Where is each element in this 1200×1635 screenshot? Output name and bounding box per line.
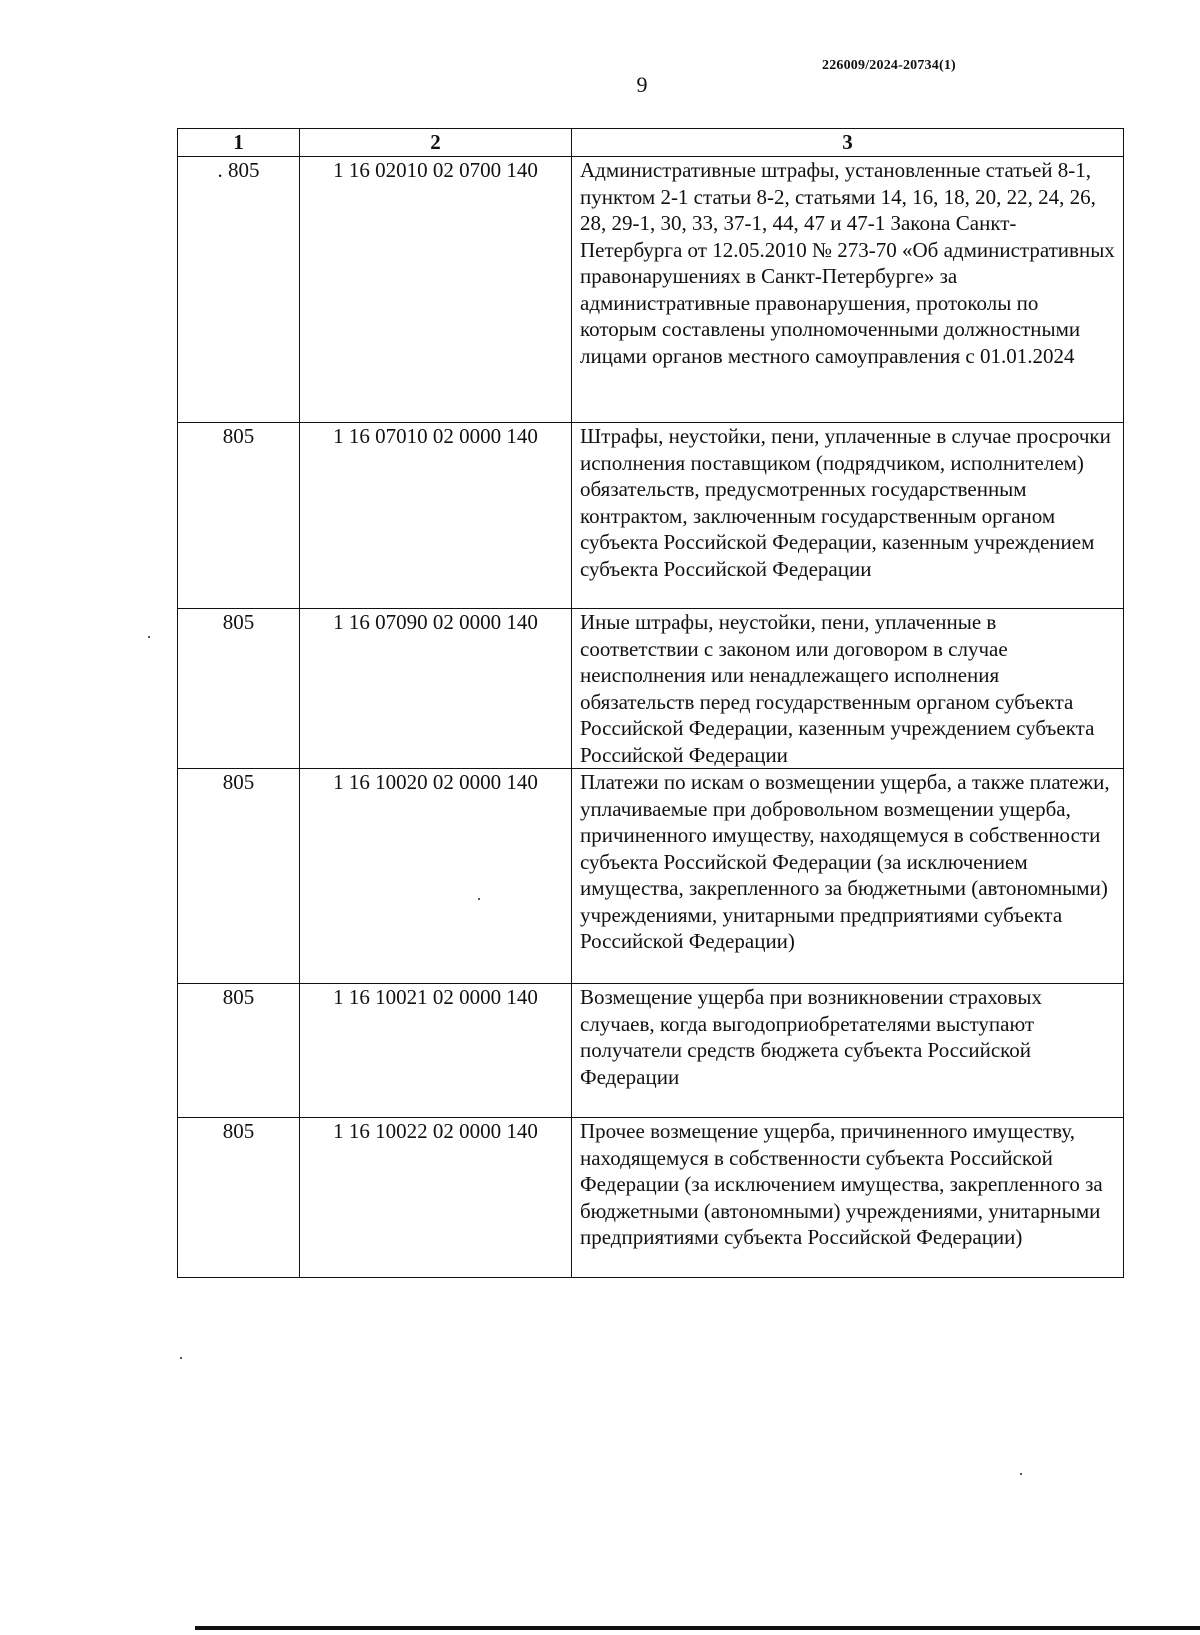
income-code-cell: 1 16 10021 02 0000 140 (300, 984, 572, 1118)
admin-code-cell: . 805 (178, 157, 300, 423)
table-row (178, 984, 1124, 1118)
document-registration-number: 226009/2024-20734(1) (822, 58, 956, 73)
income-name-cell: Административные штрафы, установленные статьей 8-1, пунктом 2-1 статьи 8-2, статьями 14, 16, 18, 20, 22, 24, 26, 28, 29-1, 30, 33, 37-1, 44, 47 и 47-1 Закона Санкт-Петербурга от 12.05.2010 № 273-70 «Об административных правонарушениях в Санкт-Петербурге» за административные правонарушения, протоколы по которым составлены уполномоченными должностными лицами органов местного самоуправления с 01.01.2024 (572, 157, 1124, 423)
admin-code-cell: 805 (178, 423, 300, 609)
income-name-cell: Иные штрафы, неустойки, пени, уплаченные в соответствии с законом или договором в случае неисполнения или ненадлежащего исполнения обязательств перед государственным органом субъекта Российской Федерации, казенным учреждением субъекта Российской Федерации (572, 609, 1124, 769)
income-name-cell: Платежи по искам о возмещении ущерба, а также платежи, уплачиваемые при добровольном возмещении ущерба, причиненного имуществу, находящемуся в собственности субъекта Российской Федерации (за исключением имущества, закрепленного за бюджетными (автономными) учреждениями, унитарными предприятиями субъекта Российской Федерации) (572, 769, 1124, 984)
scan-bottom-edge (195, 1626, 1200, 1630)
budget-classification-table (177, 128, 1124, 1278)
income-code-cell: 1 16 07090 02 0000 140 (300, 609, 572, 769)
admin-code-cell: 805 (178, 1118, 300, 1278)
admin-code-cell: 805 (178, 609, 300, 769)
column-header-3: 3 (572, 129, 1124, 157)
table-row (178, 769, 1124, 984)
page-number: 9 (636, 72, 648, 97)
scan-speck (148, 636, 150, 638)
income-name-cell: Прочее возмещение ущерба, причиненного имуществу, находящемуся в собственности субъекта Российской Федерации (за исключением имущества, закрепленного за бюджетными (автономными) учреждениями, унитарными предприятиями субъекта Российской Федерации) (572, 1118, 1124, 1278)
income-code-cell: 1 16 10020 02 0000 140 (300, 769, 572, 984)
table-row (178, 1118, 1124, 1278)
admin-code-cell: 805 (178, 769, 300, 984)
column-header-1: 1 (178, 129, 300, 157)
income-code-cell: 1 16 10022 02 0000 140 (300, 1118, 572, 1278)
table-row (178, 609, 1124, 769)
scan-speck (1020, 1473, 1022, 1475)
income-code-cell: 1 16 02010 02 0700 140 (300, 157, 572, 423)
income-name-cell: Возмещение ущерба при возникновении страховых случаев, когда выгодоприобретателями выступают получатели средств бюджета субъекта Российской Федерации (572, 984, 1124, 1118)
table-row (178, 423, 1124, 609)
table-header-row (178, 129, 1124, 157)
scan-speck (478, 898, 480, 900)
scan-speck (180, 1357, 182, 1359)
income-code-cell: 1 16 07010 02 0000 140 (300, 423, 572, 609)
income-name-cell: Штрафы, неустойки, пени, уплаченные в случае просрочки исполнения поставщиком (подрядчиком, исполнителем) обязательств, предусмотренных государственным контрактом, заключенным государственным органом субъекта Российской Федерации, казенным учреждением субъекта Российской Федерации (572, 423, 1124, 609)
table-row (178, 157, 1124, 423)
admin-code-cell: 805 (178, 984, 300, 1118)
column-header-2: 2 (300, 129, 572, 157)
